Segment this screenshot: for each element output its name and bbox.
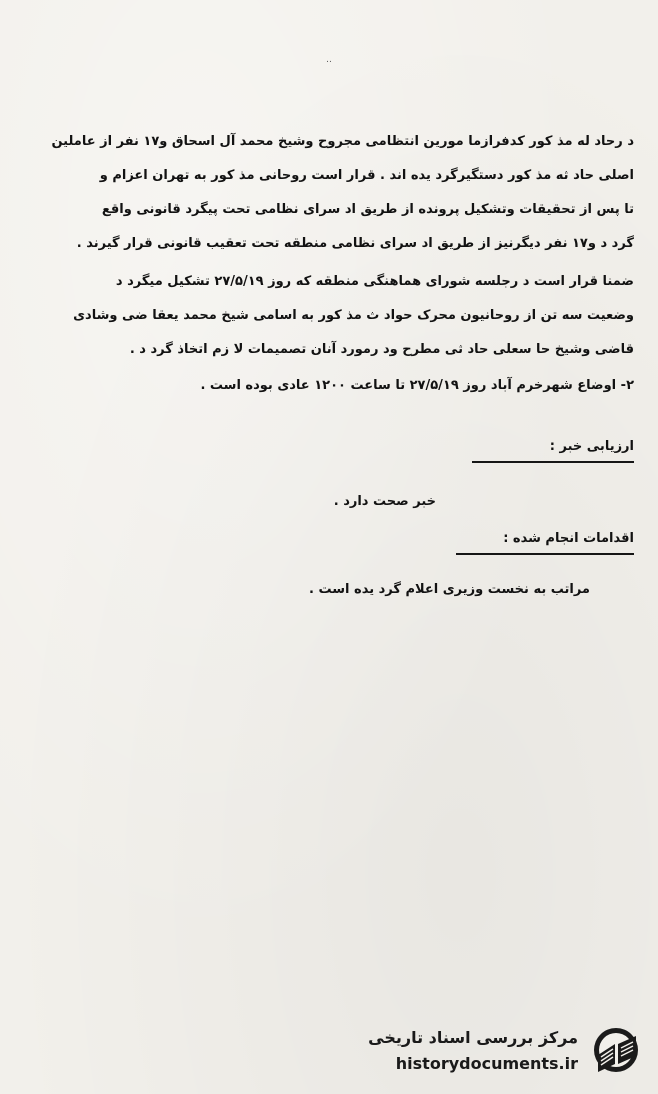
archive-title: مرکز بررسی اسناد تاریخی	[368, 1028, 578, 1047]
paragraph-line: گرد د و۱۷ نفر دیگرنیز از طریق اد سرای نظامی منطقه تحت تعقیب قانونی قرار گیرند .	[76, 236, 634, 251]
actions-heading-underline	[456, 553, 634, 555]
archive-watermark	[346, 1018, 646, 1082]
paragraph-line: ضمنا قرار است د رجلسه شورای هماهنگی منطقه که روز ۲۷/۵/۱۹ تشکیل میگرد د	[115, 274, 634, 289]
paragraph-line: وضعیت سه تن از روحانیون محرک حواد ث مذ کور به اسامی شیخ محمد یعقا ضی وشادی	[73, 308, 634, 323]
evaluation-heading: ارزیابی خبر :	[549, 439, 634, 454]
paragraph-line: قاضی وشیخ حا سعلی حاد ثی مطرح ود رمورد آنان تصمیمات لا زم اتخاذ گرد د .	[129, 342, 634, 357]
paragraph-line: ۲- اوضاع شهرخرم آباد روز ۲۷/۵/۱۹ تا ساعت ۱۲۰۰ عادی بوده است .	[200, 378, 634, 393]
paragraph-line: اصلی حاد ثه مذ کور دستگیرگرد یده اند . قرار است روحانی مذ کور به تهران اعزام و	[99, 168, 634, 183]
paragraph-line: د رحاد له مذ کور کدفرازما مورین انتظامی مجروح وشیخ محمد آل اسحاق و۱۷ نفر از عاملین	[51, 134, 634, 149]
archive-url: historydocuments.ir	[395, 1054, 578, 1073]
actions-heading: اقدامات انجام شده :	[503, 531, 634, 546]
open-book-logo-icon	[588, 1024, 646, 1076]
evaluation-text: خبر صحت دارد .	[333, 494, 436, 509]
paragraph-line: تا پس از تحقیقات وتشکیل پرونده از طریق اد سرای نظامی تحت پیگرد قانونی واقع	[101, 202, 634, 217]
evaluation-heading-underline	[472, 461, 634, 463]
actions-text: مراتب به نخست وزیری اعلام گرد یده است .	[309, 582, 590, 597]
top-mark: ..	[326, 55, 332, 65]
